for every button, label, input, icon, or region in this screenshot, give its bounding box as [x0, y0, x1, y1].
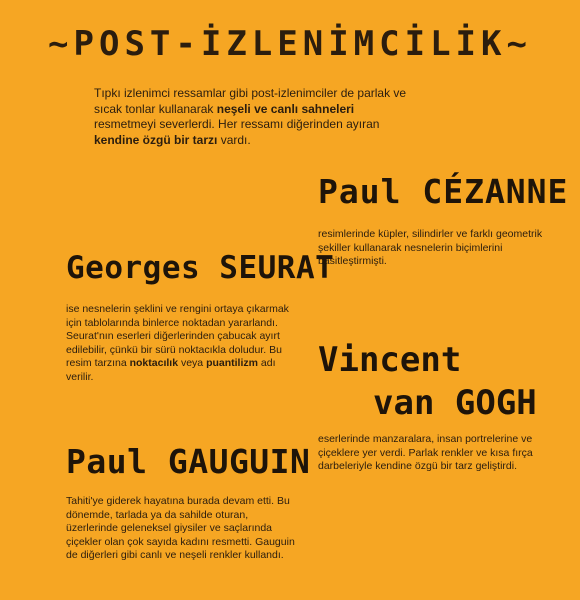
- seurat-heading: Georges SEURAT: [66, 250, 335, 286]
- intro-bold-2: kendine özgü bir tarzı: [94, 132, 218, 147]
- intro-paragraph: [94, 86, 414, 148]
- intro-text-1: Tıpkı izlenimci ressamlar gibi post-izlenimciler de parlak ve sıcak tonlar kullanarak: [94, 86, 407, 116]
- intro-text-3: vardı.: [217, 132, 251, 147]
- vangogh-heading-line2: van GOGH: [373, 383, 537, 423]
- seurat-bold-2: puantilizm: [206, 357, 258, 369]
- seurat-description: [66, 303, 296, 384]
- gauguin-description: Tahiti'ye giderek hayatına burada devam etti. Bu dönemde, tarlada ya da sahilde oturan, üzerlerinde geleneksel giysiler ve saçlarında çiçekler olan çok sayıda kadını resmetti. Gauguin de diğerleri gibi canlı ve neşeli renkler kullandı.: [66, 495, 295, 561]
- seurat-text-2: veya: [178, 357, 207, 369]
- page-title: ~POST-İZLENİMCİLİK~: [48, 24, 532, 64]
- seurat-text-1: ise nesnelerin şeklini ve rengini ortaya çıkarmak için tablolarında binlerce noktadan yararlandı. Seurat'nın eserleri diğerlerinden çabucak ayırt edilebilir, çünkü bir sürü noktacıkla doludur. Bu resim tarzına: [66, 303, 289, 369]
- cezanne-description: resimlerinde küpler, silindirler ve farklı geometrik şekiller kullanarak nesnelerin biçimlerini basitleştirmişti.: [318, 228, 543, 267]
- cezanne-heading: Paul CÉZANNE: [318, 172, 569, 211]
- vangogh-description: eserlerinde manzaralara, insan portrelerine ve çiçeklere yer verdi. Parlak renkler ve kısa fırça darbeleriyle kendine özgü bir tarz geliştirdi.: [318, 433, 533, 472]
- intro-text-2: resmetmeyi severlerdi. Her ressamı diğerinden ayıran: [94, 117, 380, 131]
- seurat-bold-1: noktacılık: [129, 357, 179, 369]
- gauguin-heading: Paul GAUGUIN: [66, 442, 311, 481]
- intro-bold-1: neşeli ve canlı sahneleri: [216, 101, 355, 116]
- seurat-text-3: adı verilir.: [66, 357, 276, 383]
- vangogh-heading-line1: Vincent: [318, 340, 462, 380]
